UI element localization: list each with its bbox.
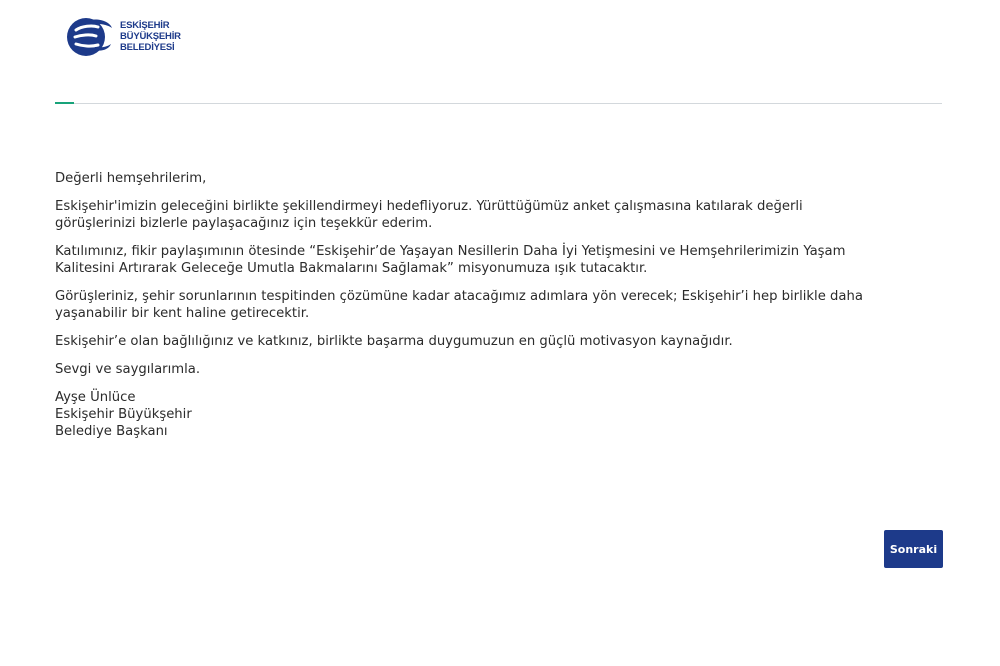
logo-wordmark <box>120 20 181 53</box>
logo-line-1: ESKİŞEHİR <box>120 19 170 31</box>
header-divider <box>55 103 942 104</box>
letter-paragraph-2-line-2: Kalitesini Artırarak Geleceğe Umutla Bakmalarını Sağlamak” misyonumuza ışık tutacaktır. <box>55 261 648 276</box>
letter-signature <box>55 389 875 440</box>
letter-paragraph-1 <box>55 198 875 232</box>
letter-paragraph-3-line-2: yaşanabilir bir kent haline getirecektir. <box>55 306 310 321</box>
letter-paragraph-1-line-2: görüşlerinizi bizlerle paylaşacağınız için teşekkür ederim. <box>55 216 433 231</box>
letter-paragraph-3 <box>55 288 875 322</box>
eskisehir-logo-icon[interactable] <box>64 14 114 58</box>
signature-organization: Eskişehir Büyükşehir <box>55 407 192 422</box>
letter-paragraph-2-line-1: Katılımınız, fikir paylaşımının ötesinde “Eskişehir’de Yaşayan Nesillerin Daha İyi Yetişmesini ve Hemşehrilerimizin Yaşam <box>55 244 846 259</box>
logo-line-2: BÜYÜKŞEHİR <box>120 30 181 42</box>
signature-name: Ayşe Ünlüce <box>55 390 136 405</box>
logo-line-3: BELEDİYESİ <box>120 41 175 53</box>
letter-paragraph-3-line-1: Görüşleriniz, şehir sorunlarının tespitinden çözümüne kadar atacağımız adımlara yön verecek; Eskişehir’i hep birlikle daha <box>55 289 863 304</box>
next-button[interactable]: Sonraki <box>884 530 943 568</box>
letter-paragraph-1-line-1: Eskişehir'imizin geleceğini birlikte şekillendirmeyi hedefliyoruz. Yürüttüğümüz anket çalışmasına katılarak değerli <box>55 199 803 214</box>
letter-paragraph-4: Eskişehir’e olan bağlılığınız ve katkınız, birlikte başarma duygumuzun en güçlü motivasyon kaynağıdır. <box>55 334 733 349</box>
letter-closing: Sevgi ve saygılarımla. <box>55 362 201 377</box>
welcome-letter <box>55 170 875 440</box>
header-divider-accent <box>55 102 74 104</box>
site-header <box>64 14 181 58</box>
signature-title: Belediye Başkanı <box>55 424 168 439</box>
letter-greeting: Değerli hemşehrilerim, <box>55 171 207 186</box>
letter-paragraph-2 <box>55 243 875 277</box>
